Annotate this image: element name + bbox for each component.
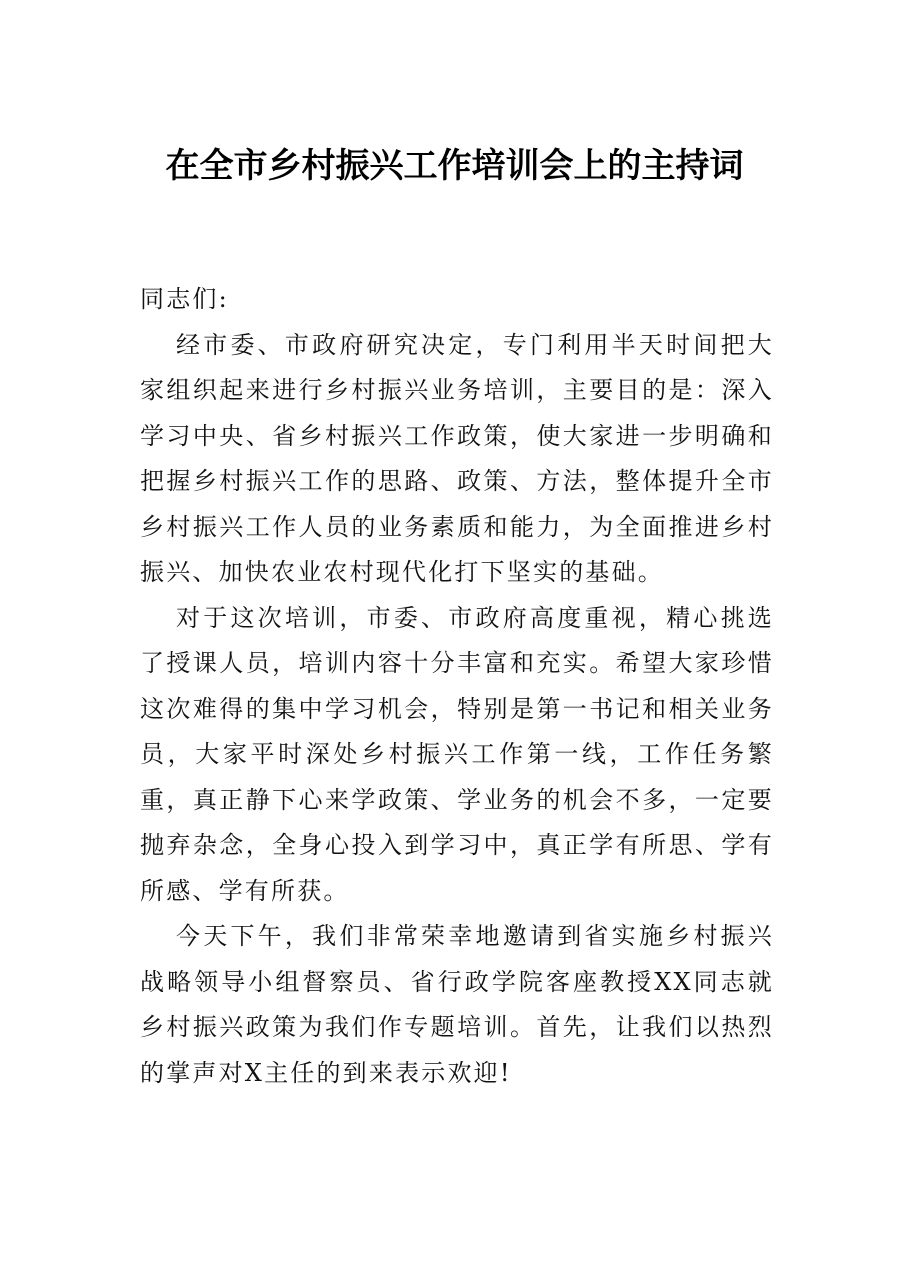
paragraph-2: 对于这次培训，市委、市政府高度重视，精心挑选了授课人员，培训内容十分丰富和充实。希望大家珍惜这次难得的集中学习机会，特别是第一书记和相关业务员，大家平时深处乡村振兴工作第一线，工作任务繁重，真正静下心来学政策、学业务的机会不多，一定要抛弃杂念，全身心投入到学习中，真正学有所思、学有所感、学有所获。 [140, 603, 774, 905]
document-title: 在全市乡村振兴工作培训会上的主持词 [165, 146, 744, 186]
paragraph-1: 经市委、市政府研究决定，专门利用半天时间把大家组织起来进行乡村振兴业务培训，主要目的是：深入学习中央、省乡村振兴工作政策，使大家进一步明确和把握乡村振兴工作的思路、政策、方法，整体提升全市乡村振兴工作人员的业务素质和能力，为全面推进乡村振兴、加快农业农村现代化打下坚实的基础。 [140, 330, 774, 586]
document-body [140, 277, 774, 1096]
paragraph-3: 今天下午，我们非常荣幸地邀请到省实施乡村振兴战略领导小组督察员、省行政学院客座教授XX同志就乡村振兴政策为我们作专题培训。首先，让我们以热烈的掌声对X主任的到来表示欢迎! [140, 922, 774, 1087]
salutation: 同志们: [140, 285, 229, 313]
